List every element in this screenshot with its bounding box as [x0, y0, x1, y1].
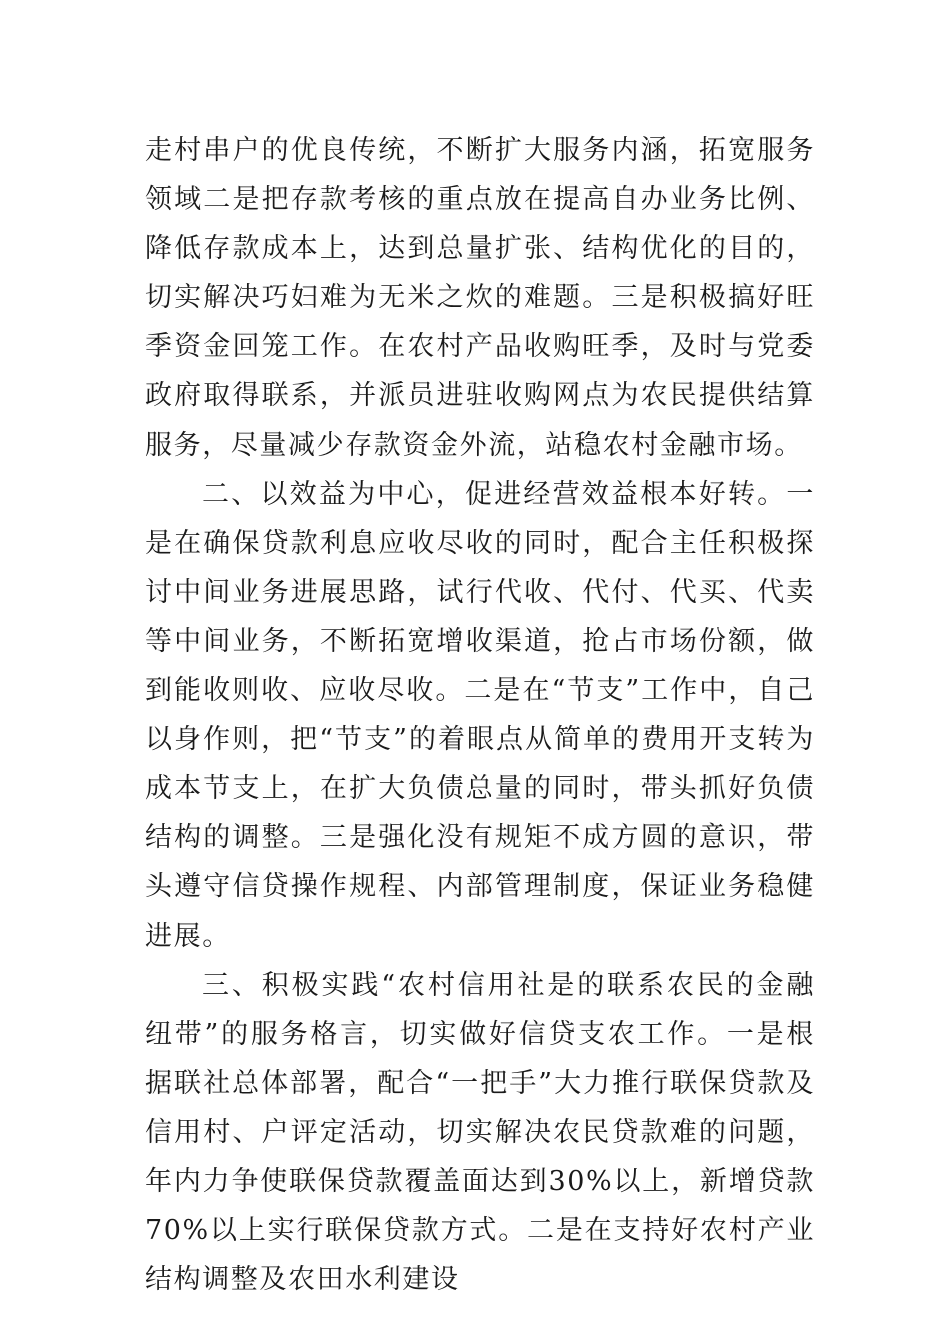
- paragraph-3: 三、积极实践“农村信用社是的联系农民的金融纽带”的服务格言，切实做好信贷支农工作。一是根据联社总体部署，配合“一把手”大力推行联保贷款及信用村、户评定活动，切实解决农民贷款难的问题，年内力争使联保贷款覆盖面达到30%以上，新增贷款70%以上实行联保贷款方式。二是在支持好农村产业结构调整及农田水利建设: [145, 969, 815, 1296]
- paragraph-2: 二、以效益为中心，促进经营效益根本好转。一是在确保贷款利息应收尽收的同时，配合主任积极探讨中间业务进展思路，试行代收、代付、代买、代卖等中间业务，不断拓宽增收渠道，抢占市场份额，做到能收则收、应收尽收。二是在“节支”工作中，自己以身作则，把“节支”的着眼点从简单的费用开支转为成本节支上，在扩大负债总量的同时，带头抓好负债结构的调整。三是强化没有规矩不成方圆的意识，带头遵守信贷操作规程、内部管理制度，保证业务稳健进展。: [145, 478, 815, 952]
- paragraph-1: 走村串户的优良传统，不断扩大服务内涵，拓宽服务领域二是把存款考核的重点放在提高自办业务比例、降低存款成本上，达到总量扩张、结构优化的目的，切实解决巧妇难为无米之炊的难题。三是积极搞好旺季资金回笼工作。在农村产品收购旺季，及时与党委政府取得联系，并派员进驻收购网点为农民提供结算服务，尽量减少存款资金外流，站稳农村金融市场。: [145, 135, 815, 461]
- document-body: [145, 126, 815, 1304]
